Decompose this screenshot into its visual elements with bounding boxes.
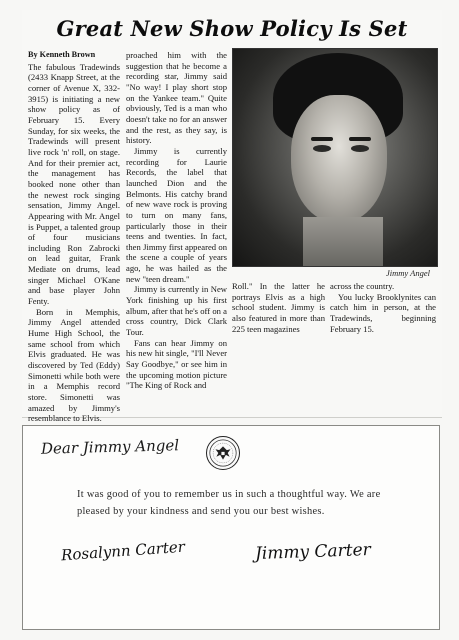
newspaper-clipping: [22, 10, 442, 424]
handwritten-salutation: Dear Jimmy Angel: [40, 436, 180, 458]
paragraph: proached him with the suggestion that he become a recording star, Jimmy said "No way! I play short stop on the Yankee team." Quite obviously, Ted is a man who doesn't take no for an answer and the rest, as they say, is history.: [126, 50, 227, 146]
photo-face: [291, 95, 387, 223]
article-column-4: [330, 281, 436, 334]
paragraph: Jimmy is currently in New York finishing up his first album, after that he's off on a cross country, Dick Clark Tour.: [126, 284, 227, 338]
photo-caption: Jimmy Angel: [386, 268, 430, 278]
portrait-photo: [232, 48, 438, 267]
photo-eye-left: [313, 145, 331, 152]
photo-brow-left: [311, 137, 333, 141]
byline: By Kenneth Brown: [28, 50, 96, 59]
photo-neck: [303, 217, 383, 267]
article-column-3: [232, 281, 325, 334]
paragraph: Born in Memphis, Jimmy Angel attended Hume High School, the same school from which Elvis graduated. He was discovered by Ted (Eddy) Simonetti while both were in a Memphis record store. Simonetti was amazed by Jimmy's resemblance to Elvis.: [28, 306, 120, 424]
photo-eye-right: [351, 145, 369, 152]
article-column-2: [126, 50, 227, 391]
signature-right: Jimmy Carter: [254, 539, 372, 565]
paragraph: The fabulous Tradewinds (2433 Knapp Street, at the corner of Avenue X, 332-3915) is initiating a new show policy as of February 15. Every Sunday, for six weeks, the Tradewinds will present live rock 'n' roll, on stage. And for their premier act, the management has booked none other than the newest rock singing sensation, Jimmy Angel. Appearing with Mr. Angel is Puppet, a talented group of four musicians including Ron Zabrocki on lead guitar, Frank Mediate on drums, lead singer Michael O'Kane and base player John Fenty.: [28, 61, 120, 307]
paragraph: You lucky Brooklynites can catch him in person, at the Tradewinds, beginning February 15.: [330, 291, 436, 334]
photo-brow-right: [349, 137, 371, 141]
signature-left: Rosalynn Carter: [60, 537, 186, 565]
headline: Great New Show Policy Is Set: [56, 16, 408, 41]
presidential-seal-icon: [206, 436, 240, 470]
paragraph: across the country.: [330, 281, 395, 291]
card-message: It was good of you to remember us in such a thoughtful way. We are pleased by your kindness and send you our best wishes.: [77, 489, 381, 517]
paragraph: Jimmy is currently recording for Laurie Records, the label that launched Dion and the Belmonts. His catchy brand of new wave rock is proving to turn on many fans, particularly those in their teens and twenties. In fact, then Jimmy first appeared on the scene a couple of years ago, he was hailed as the new "teen dream.": [126, 145, 227, 284]
paragraph: Fans can hear Jimmy on his new hit single, "I'll Never Say Goodbye," or see him in the upcoming motion picture "The King of Rock and: [126, 337, 227, 391]
article-column-1: [28, 50, 120, 435]
thank-you-card: [22, 425, 440, 630]
paragraph: Roll." In the latter he portrays Elvis as a high school student. Jimmy is also featured in more than 225 teen magazines: [232, 281, 325, 334]
